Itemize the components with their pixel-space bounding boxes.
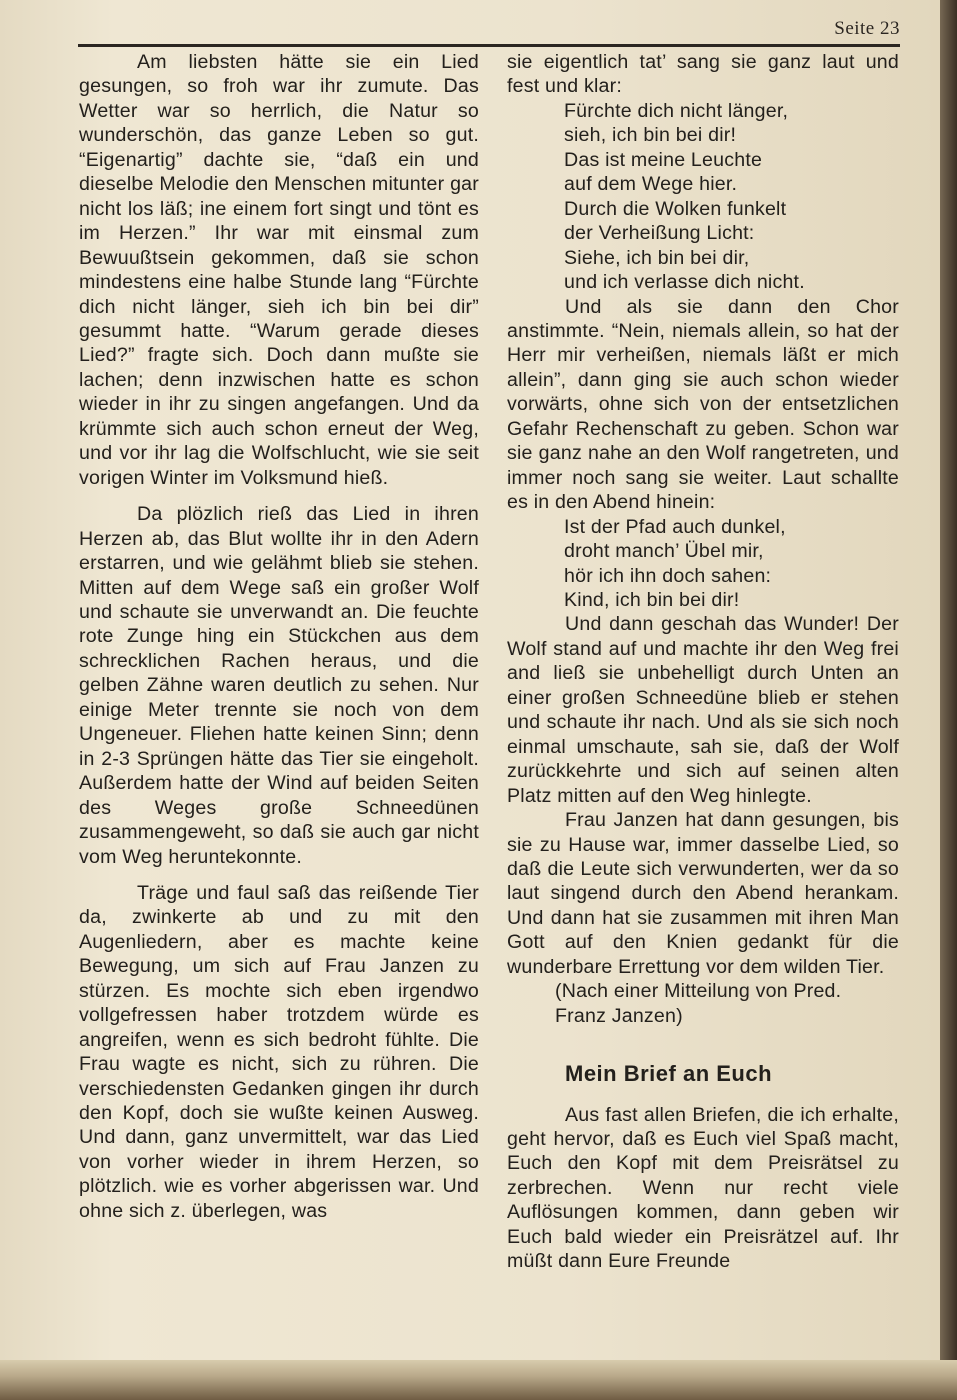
- paragraph: sie eigentlich tat’ sang sie ganz laut und fest und klar:: [507, 51, 899, 98]
- source-note: (Nach einer Mitteilung von Pred. Franz Janzen): [555, 980, 842, 1027]
- hymn-verse: Ist der Pfad auch dunkel, droht manch’ Übel mir, hör ich ihn doch sahen: Kind, ich bin bei dir!: [564, 515, 786, 611]
- section-heading: Mein Brief an Euch: [565, 1061, 773, 1087]
- right-column: [507, 50, 899, 1274]
- paragraph: Aus fast allen Briefen, die ich erhalte, geht hervor, daß es Euch viel Spaß macht, Euch den Kopf mit dem Preisrätsel zu zerbrechen. Wenn nur recht viele Auflösungen kommen, dann geben wir Euch bald wieder ein Preisrätzel auf. Ihr müßt dann Eure Freunde: [507, 1103, 899, 1273]
- left-column: [79, 50, 479, 1223]
- hymn-verse: Fürchte dich nicht länger, sieh, ich bin bei dir! Das ist meine Leuchte auf dem Wege hier. Durch die Wolken funkelt der Verheißung Licht: Siehe, ich bin bei dir, und ich verlasse dich nicht.: [564, 99, 805, 294]
- header-rule: [78, 44, 900, 47]
- paragraph: Träge und faul saß das reißende Tier da, zwinkerte ab und zu mit den Augenliedern, aber es machte keine Bewegung, um sich auf Frau Janzen zu stürzen. Es mochte sich eben irgendwo vollgefressen haber trotzdem würde es angreifen, wenn es sich bedroht fühlte. Die Frau wagte es nicht, sich zu rühren. Die verschiedensten Gedanken gingen ihr durch den Kopf, doch sie wußte keinen Ausweg. Und dann, ganz unvermittelt, war das Lied von vorher wieder in ihrem Herzen, so plötzlich. wie es vorher abgerissen war. Und ohne sich z. überlegen, was: [79, 881, 479, 1222]
- paragraph: Am liebsten hätte sie ein Lied gesungen, so froh war ihr zumute. Das Wetter war so herrlich, die Natur so wunderschön, das ganze Leben so gut. “Eigenartig” dachte sie, “daß ein und dieselbe Melodie den Menschen mitunter gar nicht los läß; ine einem fort singt und tönt es im Herzen.” Ihr war mit einsmal zum Bewuußtsein gekommen, daß sie schon mindestens eine halbe Stunde lang “Fürchte dich nicht länger, sieh ich bin bei dir” gesummt hatte. “Warum gerade dieses Lied?” fragte sich. Doch dann mußte sie lachen; denn inzwischen hatte es schon wieder in ihr zu singen angefangen. Und da krümmte sich auch schon erneut der Weg, und vor ihr lag die Wolfschlucht, wie sie seit vorigen Winter im Volksmund hieß.: [79, 51, 479, 489]
- paragraph: Frau Janzen hat dann gesungen, bis sie zu Hause war, immer dasselbe Lied, so daß die Leute sich verwunderten, wer da so laut singend durch den Abend herankam. Und dann hat sie zusammen mit ihren Man Gott auf den Knien gedankt für die wunderbare Errettung vor dem wilden Tier.: [507, 809, 899, 978]
- paragraph: Und dann geschah das Wunder! Der Wolf stand auf und machte ihr den Weg frei and ließ sie unbehelligt durch Unten an einer großen Schneedüne blieb er stehen und schaute ihr nach. Und als sie sich noch einmal umschaute, sah sie, daß der Wolf zurückkehrte und sich auf seinen alten Platz mitten auf den Weg hinlegte.: [507, 613, 899, 807]
- book-edge-bottom: [0, 1360, 957, 1400]
- page-number: Seite 23: [834, 18, 900, 39]
- paragraph: Da plözlich rieß das Lied in ihren Herzen ab, das Blut wollte ihr in den Adern erstarren, und wie gelähmt blieb sie stehen. Mitten auf dem Wege saß ein großer Wolf und schaute sie unverwandt an. Die feuchte rote Zunge hing ein Stückchen aus dem schrecklichen Rachen heraus, und die gelben Zähne waren deutlich zu sehen. Nur einige Meter trennte sie noch von dem Ungeneuer. Fliehen hatte keinen Sinn; denn in 2-3 Sprüngen hätte das Tier sie eingeholt. Außerdem hatte der Wind auf beiden Seiten des Weges große Schneedünen zusammengeweht, so daß sie auch gar nicht vom Weg heruntekonnte.: [79, 503, 479, 868]
- paragraph: Und als sie dann den Chor anstimmte. “Nein, niemals allein, so hat der Herr mir verheißen, niemals läßt er mich allein”, dann ging sie auch schon wieder vorwärts, ohne sich von der entsetzlichen Gefahr Rechenschaft zu geben. Schon war sie ganz nahe an den Wolf rangetreten, und immer noch sang sie weiter. Laut schallte es in den Abend hinein:: [507, 295, 899, 514]
